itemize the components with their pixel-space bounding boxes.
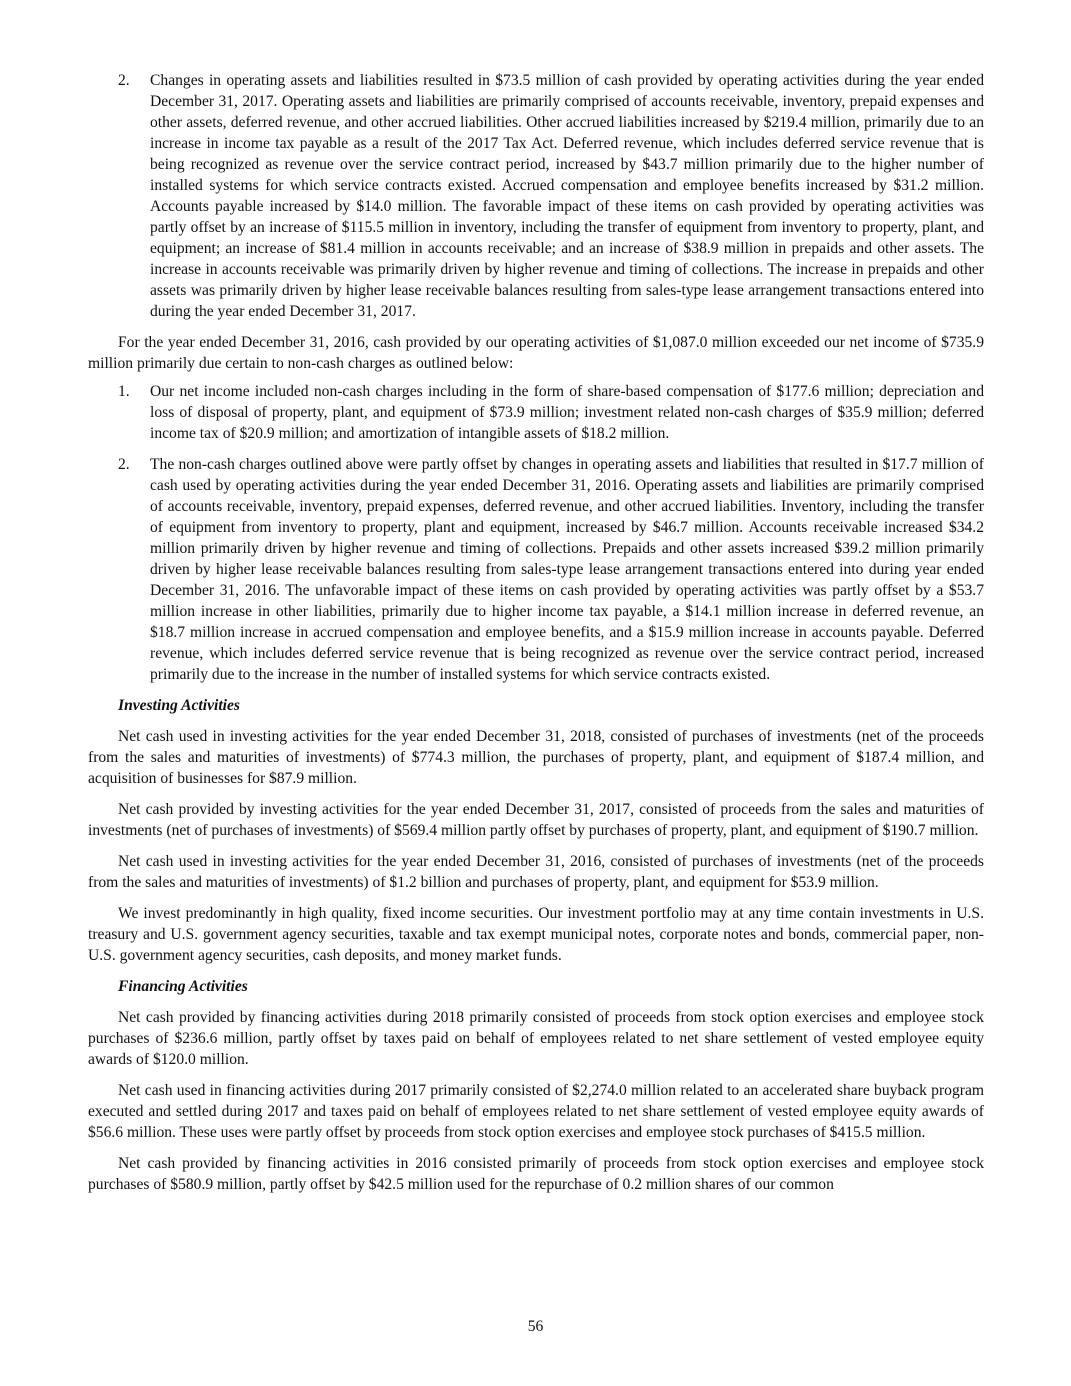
paragraph: Net cash used in investing activities for the year ended December 31, 2016, consisted of purchases of investments (net of the proceeds from the sales and maturities of investments) of $1.2 billion and purchases of property, plant, and equipment for $53.9 million. bbox=[88, 853, 984, 891]
list-item bbox=[88, 454, 984, 685]
section-heading: Investing Activities bbox=[118, 697, 241, 714]
paragraph: Net cash provided by financing activities in 2016 consisted primarily of proceeds from stock option exercises and employee stock purchases of $580.9 million, partly offset by $42.5 million used for the repurchase of 0.2 million shares of our common bbox=[88, 1155, 984, 1193]
section-heading: Financing Activities bbox=[118, 978, 248, 995]
list-item bbox=[88, 381, 984, 444]
paragraph: Net cash used in financing activities during 2017 primarily consisted of $2,274.0 million related to an accelerated share buyback program executed and settled during 2017 and taxes paid on behalf of employees related to net share settlement of vested employee equity awards of $56.6 million. These uses were partly offset by proceeds from stock option exercises and employee stock purchases of $415.5 million. bbox=[88, 1082, 984, 1141]
list-item-text: Changes in operating assets and liabilities resulted in $73.5 million of cash provided by operating activities during the year ended December 31, 2017. Operating assets and liabilities are primarily comprised of accounts receivable, inventory, prepaid expenses and other assets, deferred revenue, and other accrued liabilities. Other accrued liabilities increased by $219.4 million, primarily due to an increase in income tax payable as a result of the 2017 Tax Act. Deferred revenue, which includes deferred service revenue that is being recognized as revenue over the service contract period, increased by $43.7 million primarily due to the higher number of installed systems for which service contracts existed. Accrued compensation and employee benefits increased by $31.2 million. Accounts payable increased by $14.0 million. The favorable impact of these items on cash provided by operating activities was partly offset by an increase of $115.5 million in inventory, including the transfer of equipment from inventory to property, plant, and equipment; an increase of $81.4 million in accounts receivable; and an increase of $38.9 million in prepaids and other assets. The increase in accounts receivable was primarily driven by higher revenue and timing of collections. The increase in prepaids and other assets was primarily driven by higher lease receivable balances resulting from sales-type lease arrangement transactions entered into during the year ended December 31, 2017. bbox=[150, 72, 984, 320]
list-number: 2. bbox=[118, 456, 130, 473]
list-item-text: The non-cash charges outlined above were partly offset by changes in operating assets and liabilities that resulted in $17.7 million of cash used by operating activities during the year ended December 31, 2016. Operating assets and liabilities are primarily comprised of accounts receivable, inventory, prepaid expenses, deferred revenue, and other accrued liabilities. Inventory, including the transfer of equipment from inventory to property, plant and equipment, increased by $46.7 million. Accounts receivable increased $34.2 million primarily driven by higher revenue and timing of collections. Prepaids and other assets increased $39.2 million primarily driven by higher lease receivable balances resulting from sales-type lease arrangement transactions entered into during year ended December 31, 2016. The unfavorable impact of these items on cash provided by operating activities was partly offset by a $53.7 million increase in other liabilities, primarily due to higher income tax payable, a $14.1 million increase in deferred revenue, an $18.7 million increase in accrued compensation and employee benefits, and a $15.9 million increase in accounts payable. Deferred revenue, which includes deferred service revenue that is being recognized as revenue over the service contract period, increased primarily due to the increase in the number of installed systems for which service contracts existed. bbox=[150, 456, 984, 683]
list-item-text: Our net income included non-cash charges including in the form of share-based compensation of $177.6 million; depreciation and loss of disposal of property, plant, and equipment of $73.9 million; investment related non-cash charges of $35.9 million; deferred income tax of $20.9 million; and amortization of intangible assets of $18.2 million. bbox=[150, 383, 984, 442]
page-number: 56 bbox=[527, 1318, 544, 1335]
paragraph: Net cash provided by financing activities during 2018 primarily consisted of proceeds from stock option exercises and employee stock purchases of $236.6 million, partly offset by taxes paid on behalf of employees related to net share settlement of vested employee equity awards of $120.0 million. bbox=[88, 1009, 984, 1068]
paragraph: Net cash provided by investing activities for the year ended December 31, 2017, consisted of proceeds from the sales and maturities of investments (net of purchases of investments) of $569.4 million partly offset by purchases of property, plant, and equipment of $190.7 million. bbox=[88, 801, 984, 839]
list-number: 2. bbox=[118, 72, 130, 89]
list-number: 1. bbox=[118, 383, 130, 400]
paragraph: We invest predominantly in high quality, fixed income securities. Our investment portfolio may at any time contain investments in U.S. treasury and U.S. government agency securities, taxable and tax exempt municipal notes, corporate notes and bonds, commercial paper, non-U.S. government agency securities, cash deposits, and money market funds. bbox=[88, 905, 984, 964]
list-item bbox=[88, 70, 984, 322]
page-body bbox=[88, 70, 984, 1205]
paragraph: Net cash used in investing activities for the year ended December 31, 2018, consisted of purchases of investments (net of the proceeds from the sales and maturities of investments) of $774.3 million, the purchases of property, plant, and equipment of $187.4 million, and acquisition of businesses for $87.9 million. bbox=[88, 728, 984, 787]
paragraph: For the year ended December 31, 2016, cash provided by our operating activities of $1,087.0 million exceeded our net income of $735.9 million primarily due certain to non-cash charges as outlined below: bbox=[88, 334, 984, 372]
